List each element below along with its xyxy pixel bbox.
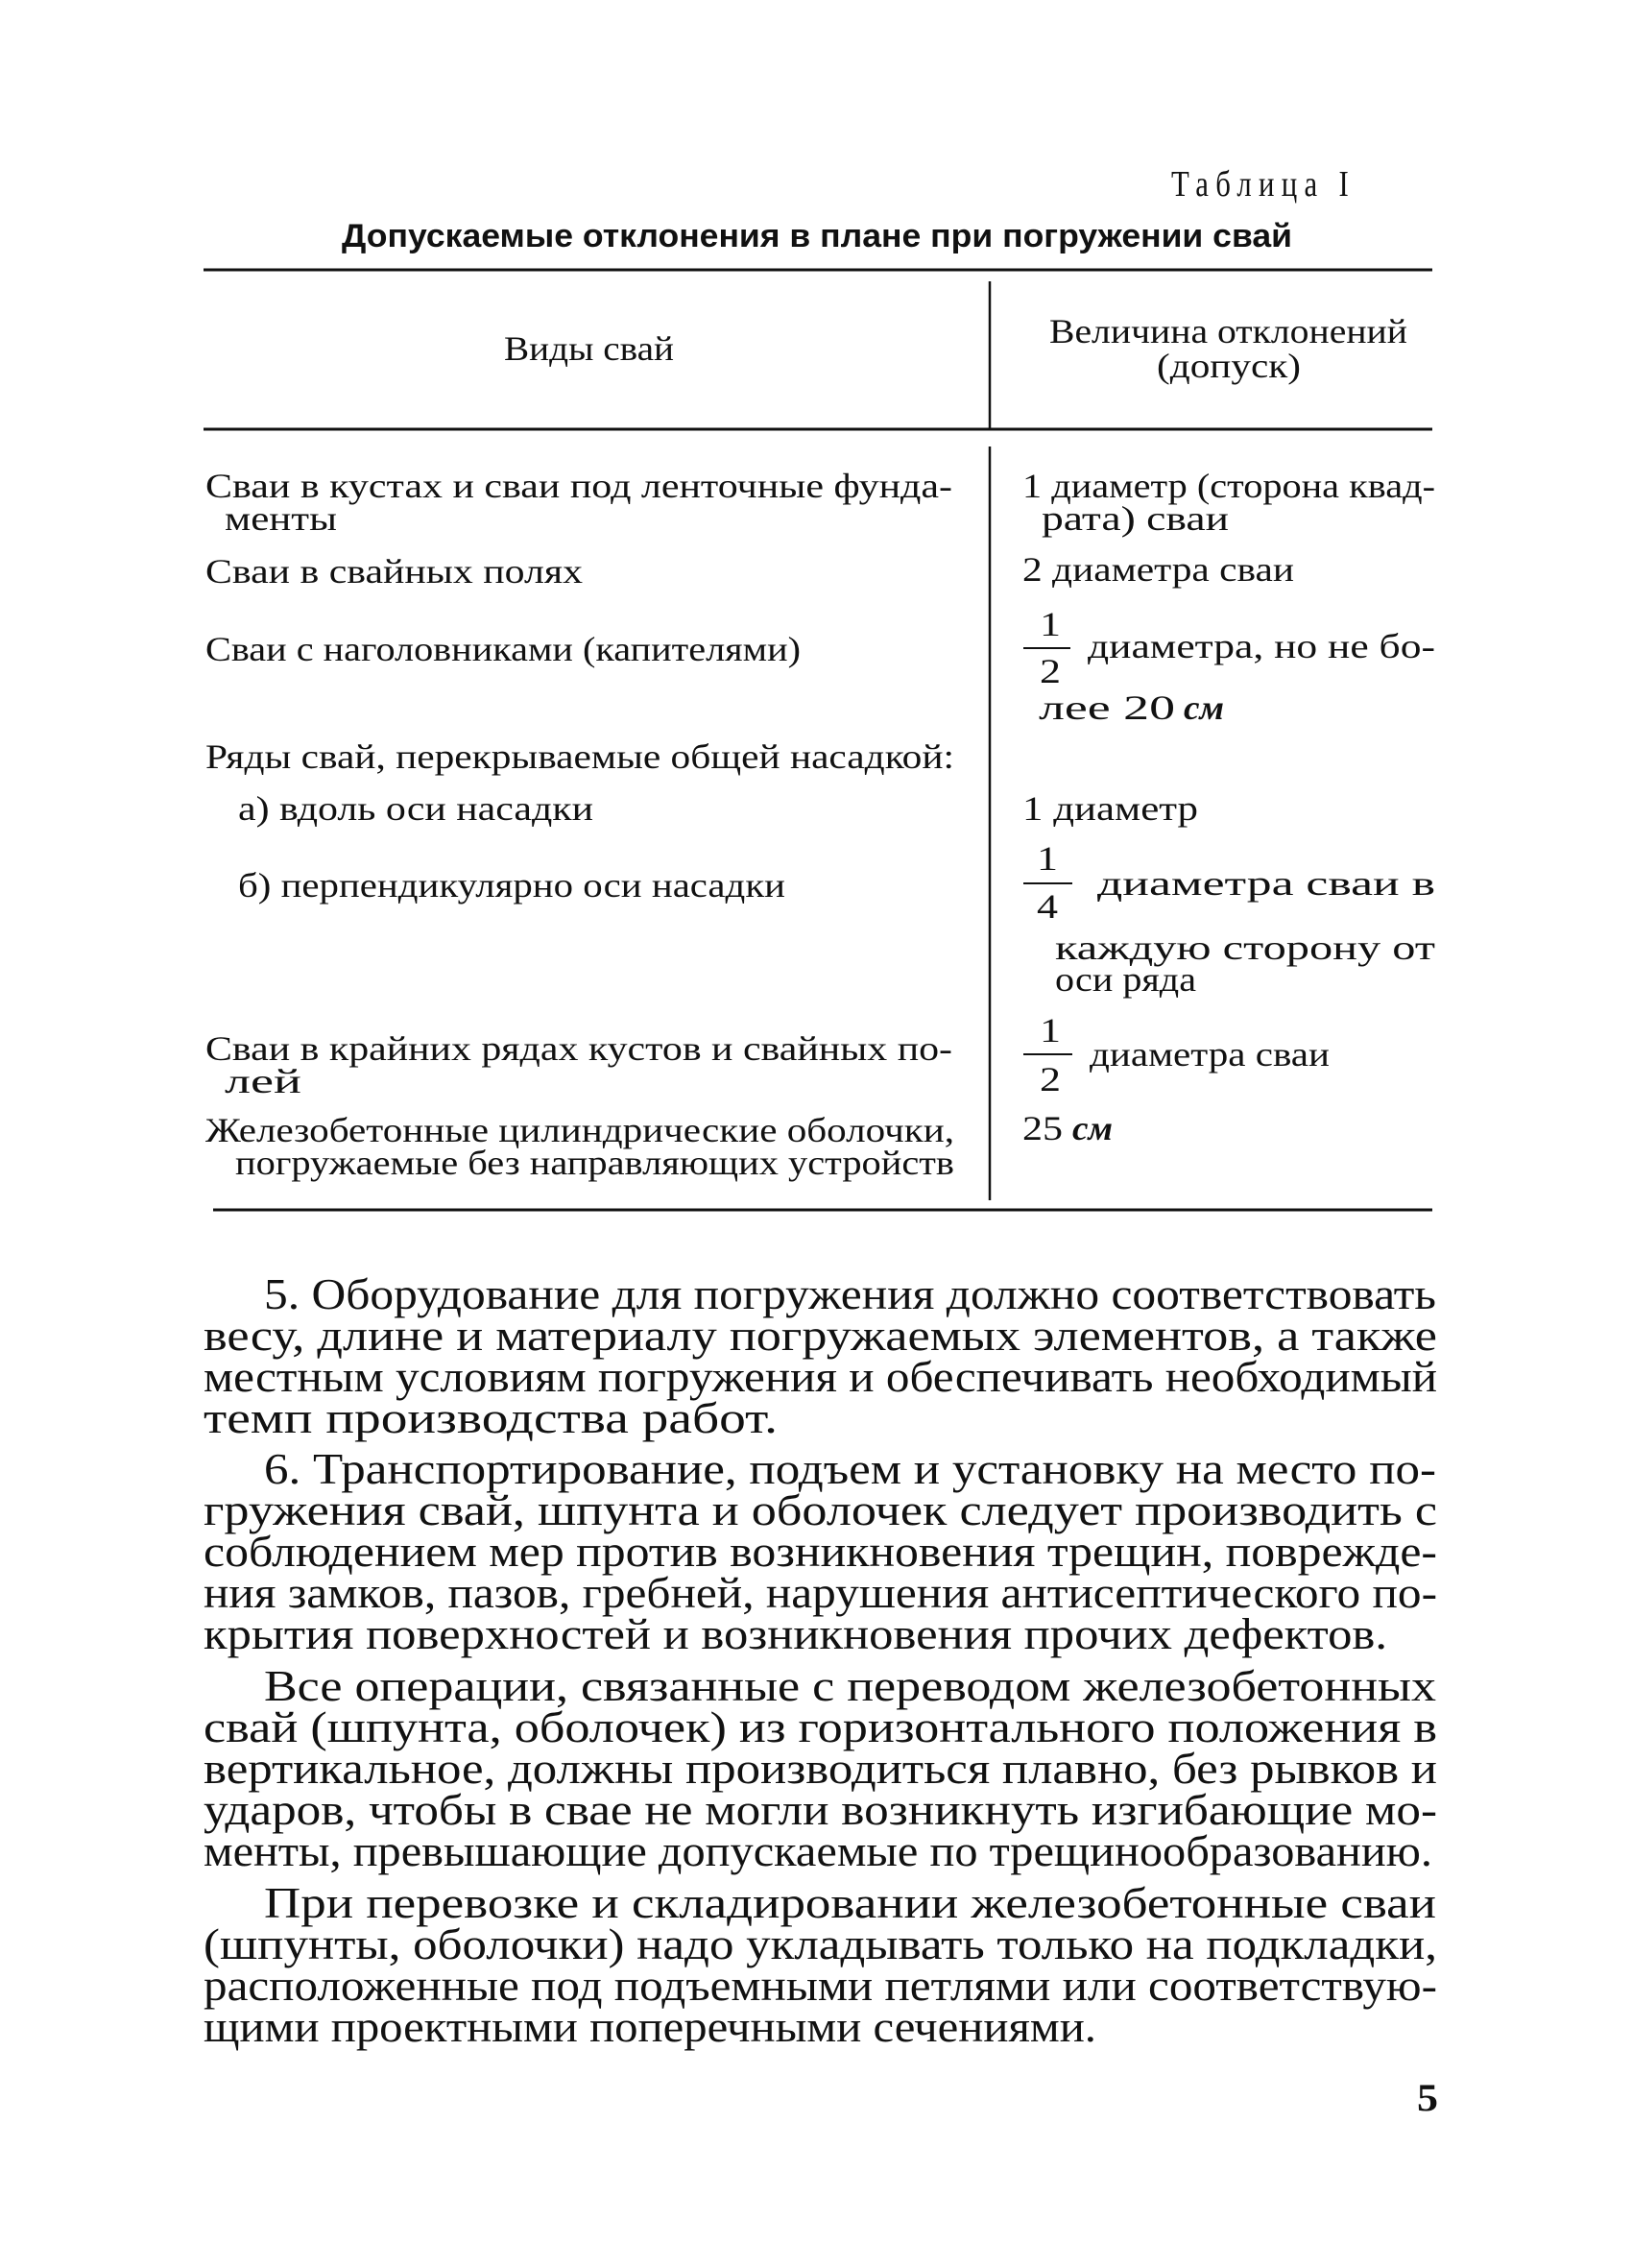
body-line-07: соблюдением мер против возникновения трещин, поврежде-	[204, 1528, 1438, 1576]
row6-right-line3: оси ряда	[1055, 960, 1197, 999]
body-line-17: расположенные под подъемными петлями или соответствую-	[204, 1962, 1437, 2010]
body-line-09: крытия поверхностей и возникновения прочих дефектов.	[204, 1610, 1387, 1658]
body-line-04: темп производства работ.	[204, 1394, 778, 1442]
body-line-03: местным условиям погружения и обеспечивать необходимый	[204, 1353, 1437, 1401]
row1-left-line1: Сваи в кустах и сваи под ленточные фунда-	[205, 467, 952, 505]
row7-left-line2: лей	[225, 1062, 301, 1100]
table-title: Допускаемые отклонения в плане при погружении свай	[342, 218, 1292, 254]
row2-left: Сваи в свайных полях	[205, 552, 583, 591]
row7-numerator: 1	[1040, 1011, 1061, 1050]
row3-right-line1: диаметра, но не бо-	[1088, 627, 1435, 665]
row3-left: Сваи с наголовниками (капителями)	[205, 630, 801, 668]
header-tolerance: (допуск)	[1157, 347, 1301, 385]
row4-left: Ряды свай, перекрываемые общей насадкой:	[205, 737, 955, 776]
body-line-14: менты, превышающие допускаемые по трещинообразованию.	[204, 1827, 1432, 1875]
row8-left-line2: погружаемые без направляющих устройств	[235, 1144, 954, 1182]
body-line-12: вертикальное, должны производиться плавно, без рывков и	[204, 1745, 1437, 1793]
body-line-16: (шпунты, оболочки) надо укладывать только на подкладки,	[204, 1920, 1437, 1968]
row3-denominator: 2	[1040, 652, 1061, 690]
row2-right: 2 диаметра сваи	[1022, 550, 1294, 589]
row1-left-line2: менты	[225, 499, 337, 538]
row7-left-line1: Сваи в крайних рядах кустов и свайных по-	[205, 1029, 952, 1068]
row3-right-line2: лее 20	[1039, 688, 1175, 727]
body-line-13: ударов, чтобы в свае не могли возникнуть изгибающие мо-	[204, 1786, 1437, 1834]
body-line-01: 5. Оборудование для погружения должно соответствовать	[264, 1270, 1436, 1318]
row5-left: а) вдоль оси насадки	[238, 789, 593, 828]
body-line-18: щими проектными поперечными сечениями.	[204, 2003, 1096, 2051]
row6-right-line1: диаметра сваи в	[1097, 864, 1435, 903]
row1-right-line2: рата) сваи	[1042, 499, 1229, 538]
row3-unit: см	[1184, 688, 1224, 727]
row6-denominator: 4	[1037, 887, 1058, 926]
row8-unit: см	[1072, 1109, 1113, 1147]
row1-right-line1: 1 диаметр (сторона квад-	[1022, 467, 1435, 505]
page-number: 5	[1417, 2076, 1438, 2119]
row7-denominator: 2	[1040, 1060, 1061, 1098]
row8-left-line1: Железобетонные цилиндрические оболочки,	[205, 1111, 954, 1149]
table-caption: Таблица I	[1171, 164, 1356, 205]
body-line-11: свай (шпунта, оболочек) из горизонтального положения в	[204, 1703, 1437, 1751]
body-line-10: Все операции, связанные с переводом железобетонных	[264, 1662, 1436, 1710]
row6-numerator: 1	[1037, 839, 1058, 878]
body-line-08: ния замков, пазов, гребней, нарушения антисептического по-	[204, 1569, 1437, 1617]
header-deviation: Величина отклонений	[1049, 312, 1407, 350]
body-line-15: При перевозке и складировании железобетонные сваи	[264, 1879, 1436, 1927]
body-line-06: гружения свай, шпунта и оболочек следует производить с	[204, 1486, 1437, 1534]
row6-left: б) перпендикулярно оси насадки	[238, 866, 785, 905]
row3-numerator: 1	[1040, 605, 1061, 643]
row5-right: 1 диаметр	[1022, 789, 1198, 828]
row8-right-value: 25	[1022, 1109, 1063, 1147]
body-line-02: весу, длине и материалу погружаемых элементов, а также	[204, 1312, 1437, 1360]
header-pile-types: Виды свай	[504, 329, 674, 368]
body-line-05: 6. Транспортирование, подъем и установку на место по-	[264, 1445, 1436, 1493]
row6-right-line2: каждую сторону от	[1055, 929, 1436, 967]
row7-right: диаметра сваи	[1090, 1035, 1330, 1074]
